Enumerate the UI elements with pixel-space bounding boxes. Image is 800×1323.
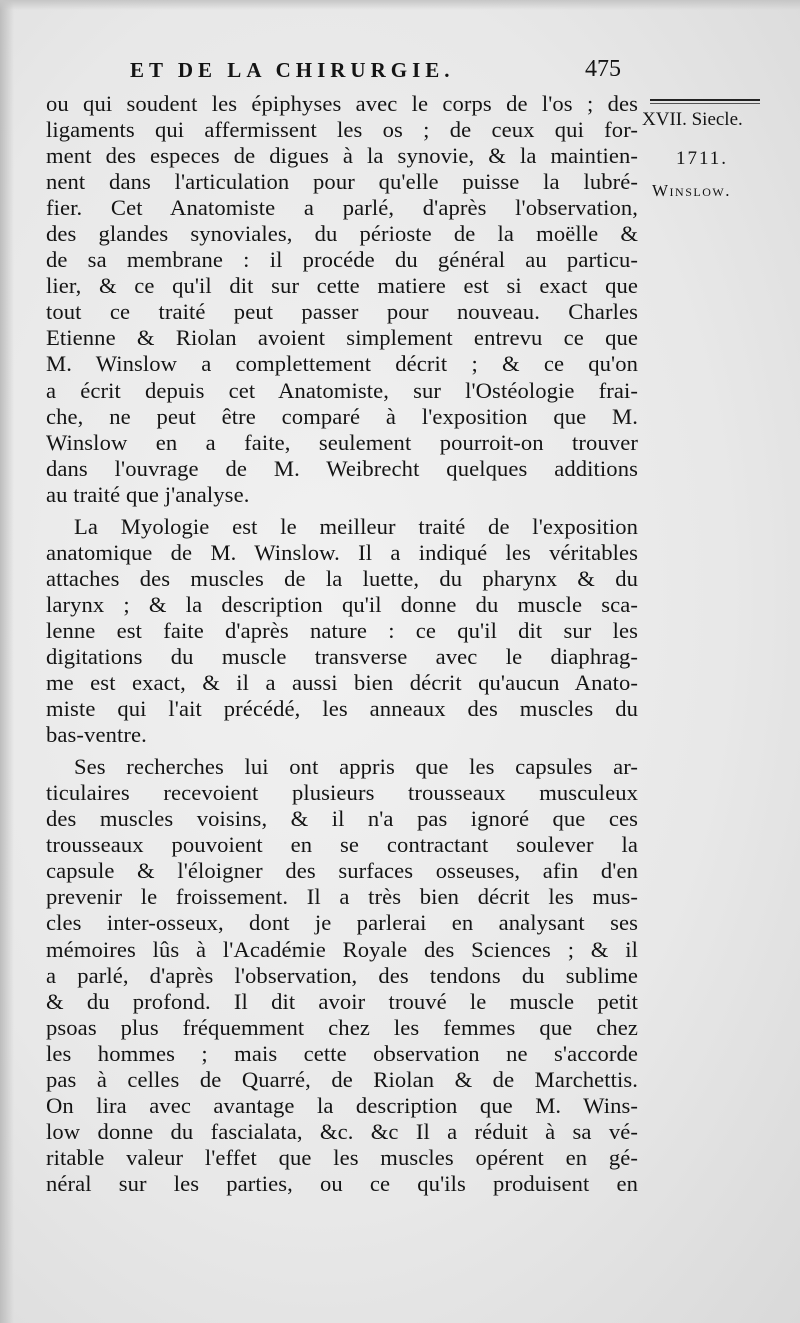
text-line: cles inter-osseux, dont je parlerai en analysant ses xyxy=(46,910,638,936)
page-shadow-top xyxy=(0,0,800,10)
text-line: che, ne peut être comparé à l'exposition que M. xyxy=(46,403,638,429)
text-line: ligaments qui affermissent les os ; de ceux qui for- xyxy=(46,117,638,143)
text-line: larynx ; & la description qu'il donne du muscle sca- xyxy=(46,591,638,617)
text-line: bas-ventre. xyxy=(46,722,147,748)
margin-rule-thin xyxy=(650,103,760,104)
text-line: dans l'ouvrage de M. Weibrecht quelques additions xyxy=(46,455,638,481)
text-line: prevenir le froissement. Il a très bien décrit les mus- xyxy=(46,884,638,910)
text-line: Etienne & Riolan avoient simplement entrevu ce que xyxy=(46,325,638,351)
running-head: ET DE LA CHIRURGIE. xyxy=(130,58,455,82)
text-line: les hommes ; mais cette observation ne s'accorde xyxy=(46,1040,638,1066)
margin-note-century: XVII. Siecle. xyxy=(642,109,743,130)
text-line: lenne est faite d'après nature : ce qu'il dit sur les xyxy=(46,617,638,643)
text-line: des muscles voisins, & il n'a pas ignoré que ces xyxy=(46,806,638,832)
text-line: trousseaux pouvoient en se contractant soulever la xyxy=(46,832,638,858)
text-line: ou qui soudent les épiphyses avec le corps de l'os ; des xyxy=(46,91,638,116)
text-line: psoas plus fréquemment chez les femmes que chez xyxy=(46,1014,638,1040)
text-line: lier, & ce qu'il dit sur cette matiere est si exact que xyxy=(46,273,638,299)
text-line: tout ce traité peut passer pour nouveau. Charles xyxy=(46,299,638,325)
text-line: nent dans l'articulation pour qu'elle puisse la lubré- xyxy=(46,169,638,195)
page-number: 475 xyxy=(585,56,621,82)
text-line: M. Winslow a complettement décrit ; & ce qu'on xyxy=(46,351,638,377)
text-line: des glandes synoviales, du périoste de la moëlle & xyxy=(46,221,638,247)
text-line: La Myologie est le meilleur traité de l'exposition xyxy=(74,513,638,539)
margin-note-year: 1711. xyxy=(676,148,729,169)
text-line: ticulaires recevoient plusieurs trousseaux musculeux xyxy=(46,780,638,806)
text-line: me est exact, & il a aussi bien décrit qu'aucun Anato- xyxy=(46,670,638,696)
text-line: néral sur les parties, ou ce qu'ils produisent en xyxy=(46,1170,638,1196)
text-line: au traité que j'analyse. xyxy=(46,481,250,507)
text-line: mémoires lûs à l'Académie Royale des Sciences ; & il xyxy=(46,936,638,962)
text-line: de sa membrane : il procéde du général au particu- xyxy=(46,247,638,273)
text-line: attaches des muscles de la luette, du pharynx & du xyxy=(46,565,638,591)
text-line: anatomique de M. Winslow. Il a indiqué les véritables xyxy=(46,539,638,565)
margin-note-name: Winslow. xyxy=(652,181,731,200)
page-shadow-left xyxy=(0,0,14,1323)
text-line: capsule & l'éloigner des surfaces osseuses, afin d'en xyxy=(46,858,638,884)
text-line: Ses recherches lui ont appris que les capsules ar- xyxy=(74,754,638,780)
text-line: pas à celles de Quarré, de Riolan & de Marchettis. xyxy=(46,1066,638,1092)
text-line: ment des especes de digues à la synovie, & la maintien- xyxy=(46,143,638,169)
paragraph xyxy=(46,754,638,1197)
text-line: low donne du fascialata, &c. &c Il a réduit à sa vé- xyxy=(46,1118,638,1144)
paragraph xyxy=(46,514,638,748)
paragraph xyxy=(46,91,638,508)
text-line: digitations du muscle transverse avec le diaphrag- xyxy=(46,643,638,669)
text-line: a écrit depuis cet Anatomiste, sur l'Ostéologie frai- xyxy=(46,377,638,403)
margin-rule xyxy=(650,99,760,101)
text-line: fier. Cet Anatomiste a parlé, d'après l'observation, xyxy=(46,195,638,221)
text-line: Winslow en a faite, seulement pourroit-on trouver xyxy=(46,429,638,455)
text-line: & du profond. Il dit avoir trouvé le muscle petit xyxy=(46,988,638,1014)
text-line: a parlé, d'après l'observation, des tendons du sublime xyxy=(46,962,638,988)
text-line: ritable valeur l'effet que les muscles opérent en gé- xyxy=(46,1144,638,1170)
text-line: miste qui l'ait précédé, les anneaux des muscles du xyxy=(46,696,638,722)
text-line: On lira avec avantage la description que M. Wins- xyxy=(46,1092,638,1118)
main-text xyxy=(46,91,638,1197)
